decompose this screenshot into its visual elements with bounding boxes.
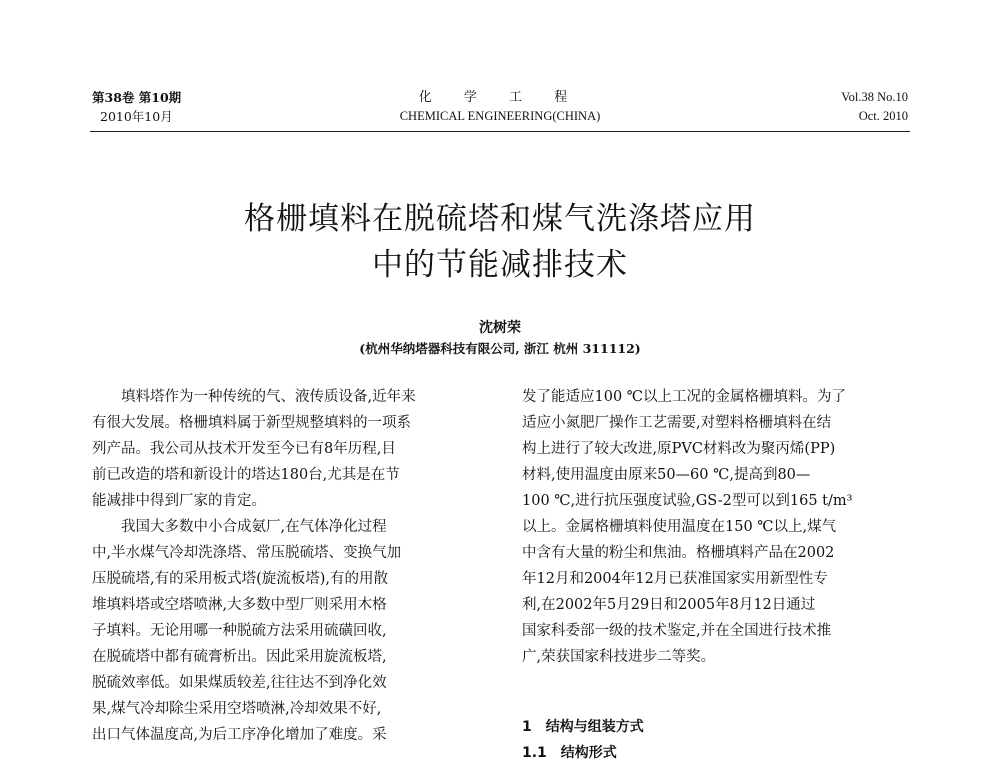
body-line: 果,煤气冷却除尘采用空塔喷淋,冷却效果不好, (92, 701, 382, 717)
header-rule (90, 131, 910, 132)
left-column (92, 384, 488, 748)
subsection-heading: 1.1 结构形式 (522, 745, 617, 761)
body-line: 以上。金属格栅填料使用温度在150 ℃以上,煤气 (522, 519, 837, 535)
body-line: 有很大发展。格栅填料属于新型规整填料的一项系 (92, 415, 411, 431)
body-line: 我国大多数中小合成氨厂,在气体净化过程 (121, 519, 387, 535)
body-line: 在脱硫塔中都有硫膏析出。因此采用旋流板塔, (92, 649, 387, 665)
affiliation: (杭州华纳塔器科技有限公司, 浙江 杭州 311112) (359, 341, 641, 356)
body-line: 填料塔作为一种传统的气、液传质设备,近年来 (121, 389, 416, 405)
body-line: 出口气体温度高,为后工序净化增加了难度。采 (92, 727, 387, 743)
body-line: 构上进行了较大改进,原PVC材料改为聚丙烯(PP) (522, 441, 836, 457)
body-line: 前已改造的塔和新设计的塔达180台,尤其是在节 (92, 467, 400, 483)
journal-volume-en (841, 88, 908, 126)
body-line: 压脱硫塔,有的采用板式塔(旋流板塔),有的用散 (92, 571, 389, 587)
body-line: 中含有大量的粉尘和焦油。格栅填料产品在2002 (522, 545, 835, 561)
body-line: 堆填料塔或空塔喷淋,大多数中型厂则采用木格 (92, 597, 387, 613)
body-line: 适应小氮肥厂操作工艺需要,对塑料格栅填料在结 (522, 415, 832, 431)
body-line: 材料,使用温度由原来50—60 ℃,提高到80— (522, 467, 811, 483)
publication-date-en: Oct. 2010 (858, 109, 908, 123)
body-line: 广,荣获国家科技进步二等奖。 (522, 649, 716, 665)
body-line: 中,半水煤气冷却洗涤塔、常压脱硫塔、变换气加 (92, 545, 402, 561)
body-line: 发了能适应100 ℃以上工况的金属格栅填料。为了 (522, 389, 847, 405)
title-line-2: 中的节能减排技术 (372, 247, 628, 283)
volume-issue: 第38卷 第10期 (92, 90, 182, 105)
section-heading: 1 结构与组装方式 (522, 719, 644, 735)
body-line: 100 ℃,进行抗压强度试验,GS-2型可以到165 t/m³ (522, 493, 853, 509)
body-line: 国家科委部一级的技术鉴定,并在全国进行技术推 (522, 623, 832, 639)
title-line-1: 格栅填料在脱硫塔和煤气洗涤塔应用 (244, 201, 756, 237)
article-title (0, 196, 1000, 288)
body-line: 利,在2002年5月29日和2005年8月12日通过 (522, 597, 816, 613)
body-line: 子填料。无论用哪一种脱硫方法采用硫磺回收, (92, 623, 387, 639)
body-line: 列产品。我公司从技术开发至今已有8年历程,目 (92, 441, 396, 457)
volume-issue-en: Vol.38 No.10 (841, 90, 908, 104)
body-line: 年12月和2004年12月已获准国家实用新型性专 (522, 571, 828, 587)
publication-date: 2010年10月 (100, 109, 173, 124)
journal-name-cn: 化 学 工 程 (418, 90, 582, 105)
right-column (522, 384, 914, 766)
body-line: 脱硫效率低。如果煤质较差,往往达不到净化效 (92, 675, 387, 691)
body-line: 能减排中得到厂家的肯定。 (92, 493, 266, 509)
journal-name-en: CHEMICAL ENGINEERING(CHINA) (399, 109, 601, 123)
author: 沈树荣 (479, 320, 521, 336)
